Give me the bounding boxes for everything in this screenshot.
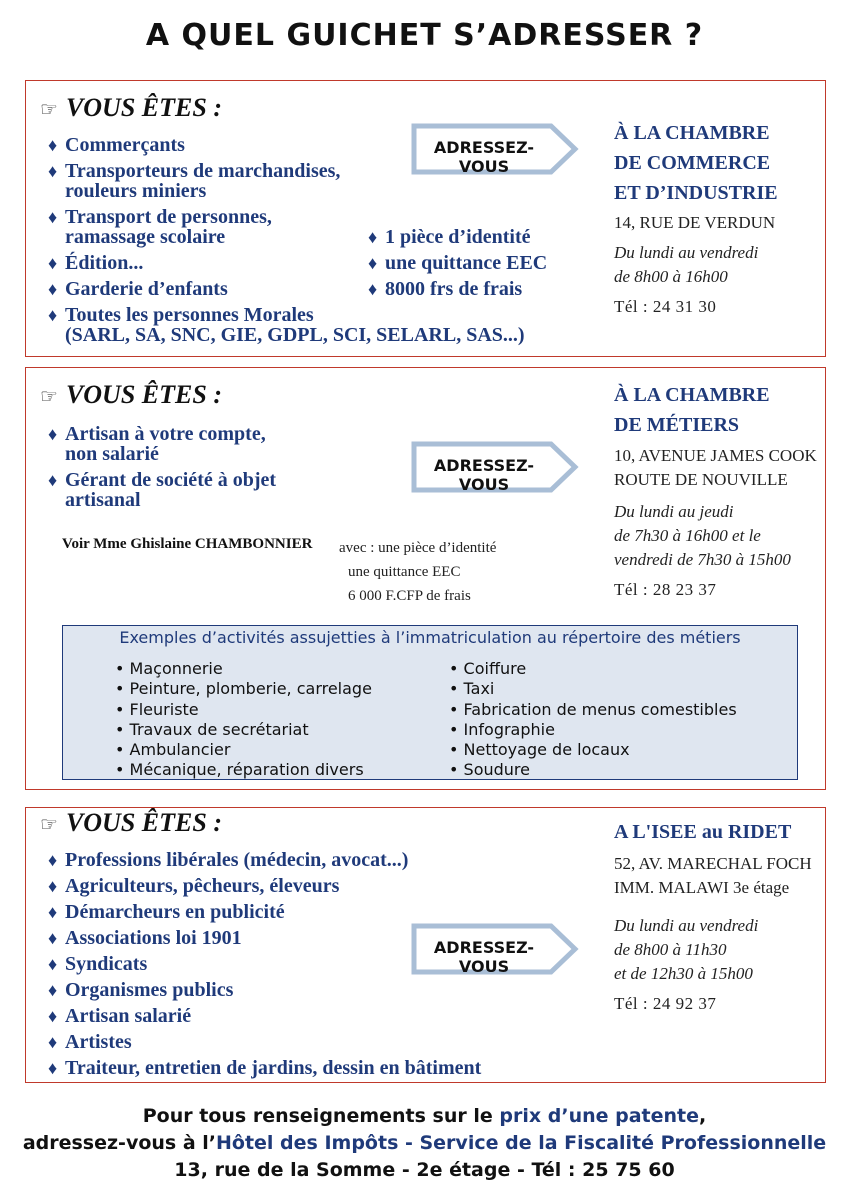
office-name: À LA CHAMBRE DE MÉTIERS [614,384,770,436]
list-item: • Fabrication de menus comestibles [449,700,737,720]
office-address: 52, AV. MARECHAL FOCH IMM. MALAWI 3e étage [614,854,812,897]
list-item: • Maçonnerie [115,659,372,679]
pointing-hand-icon: ☞ [40,386,58,408]
list-item: ♦ Garderie d’enfants [48,279,525,299]
examples-title: Exemples d’activités assujetties à l’immatriculation au répertoire des métiers [119,628,741,647]
list-item: • Nettoyage de locaux [449,740,737,760]
list-item: ♦ Artistes [48,1032,481,1052]
list-item: • Mécanique, réparation divers [115,760,372,780]
office-hours: Du lundi au vendredi de 8h00 à 11h30 et de 12h30 à 15h00 [614,916,759,983]
list-item: ♦ 1 pièce d’identité [368,224,547,250]
examples-list-right [449,659,737,781]
footer-highlight: prix d’une patente [499,1105,700,1127]
list-item: • Peinture, plomberie, carrelage [115,679,372,699]
vous-etes-heading: ☞ VOUS ÊTES : [40,93,222,122]
section-isee [25,807,826,1083]
page-title: A QUEL GUICHET S’ADRESSER ? [145,18,704,53]
list-item: ♦ Démarcheurs en publicité [48,902,481,922]
office-hours: Du lundi au jeudi de 7h30 à 16h00 et le vendredi de 7h30 à 15h00 [614,502,791,569]
adressez-vous-arrow [411,123,579,175]
office-phone: Tél : 24 92 37 [614,994,717,1013]
list-item: ♦ Artisan salarié [48,1006,481,1026]
list-item: ♦ Édition... [48,253,525,273]
office-address: 10, AVENUE JAMES COOK ROUTE DE NOUVILLE [614,446,817,489]
section-metiers [25,367,826,790]
vous-etes-heading: ☞ VOUS ÊTES : [40,380,222,409]
list-item: • Taxi [449,679,737,699]
footer-info: Pour tous renseignements sur le prix d’une patente, adressez-vous à l’Hôtel des Impôts - Service de la Fiscalité Professionnelle 13, rue de la Somme - 2e étage - Tél : 25 75 60 [22,1105,827,1181]
list-item: ♦ Syndicats [48,954,481,974]
required-documents: avec : une pièce d’identité une quittance EEC 6 000 F.CFP de frais [339,540,497,604]
list-item: • Fleuriste [115,700,372,720]
footer-highlight: Hôtel des Impôts - Service de la Fiscalité Professionnelle [216,1132,827,1154]
required-documents [368,224,547,302]
list-item: • Soudure [449,760,737,780]
office-phone: Tél : 24 31 30 [614,297,717,316]
list-item: ♦ Traiteur, entretien de jardins, dessin en bâtiment [48,1058,481,1078]
examples-panel [62,625,798,780]
contact-person: Voir Mme Ghislaine CHAMBONNIER [62,536,313,552]
profile-list [48,424,276,510]
adressez-vous-arrow [411,923,579,975]
office-address: 14, RUE DE VERDUN [614,213,776,232]
list-item: ♦ Professions libérales (médecin, avocat...) [48,850,481,870]
adressez-vous-label: ADRESSEZ-VOUS [433,938,535,976]
vous-etes-heading: ☞ VOUS ÊTES : [40,808,222,837]
list-item: ♦ Organismes publics [48,980,481,1000]
list-item: ♦ Commerçants [48,135,525,155]
office-name: A L'ISEE au RIDET [614,821,792,843]
office-name: À LA CHAMBRE DE COMMERCE ET D’INDUSTRIE [614,122,778,204]
list-item: ♦ Gérant de société à objet artisanal [48,470,276,510]
pointing-hand-icon: ☞ [40,99,58,121]
office-phone: Tél : 28 23 37 [614,580,717,599]
adressez-vous-label: ADRESSEZ-VOUS [433,456,535,494]
list-item: • Infographie [449,720,737,740]
list-item: ♦ Agriculteurs, pêcheurs, éleveurs [48,876,481,896]
list-item: ♦ Transporteurs de marchandises, rouleurs miniers [48,161,525,201]
adressez-vous-label: ADRESSEZ-VOUS [433,138,535,176]
pointing-hand-icon: ☞ [40,814,58,836]
list-item: ♦ une quittance EEC [368,250,547,276]
office-hours: Du lundi au vendredi de 8h00 à 16h00 [614,243,759,286]
footer-address: 13, rue de la Somme - 2e étage - Tél : 25 75 60 [174,1159,675,1181]
list-item: ♦ 8000 frs de frais [368,276,547,302]
adressez-vous-arrow [411,441,579,493]
list-item: ♦ Transport de personnes, ramassage scolaire [48,207,525,247]
list-item: ♦ Associations loi 1901 [48,928,481,948]
list-item: ♦ Artisan à votre compte, non salarié [48,424,276,464]
list-item: • Travaux de secrétariat [115,720,372,740]
examples-list-left [115,659,372,781]
list-item: • Coiffure [449,659,737,679]
section-commerce [25,80,826,357]
list-item: • Ambulancier [115,740,372,760]
list-item: ♦ Toutes les personnes Morales (SARL, SA, SNC, GIE, GDPL, SCI, SELARL, SAS...) [48,305,525,345]
